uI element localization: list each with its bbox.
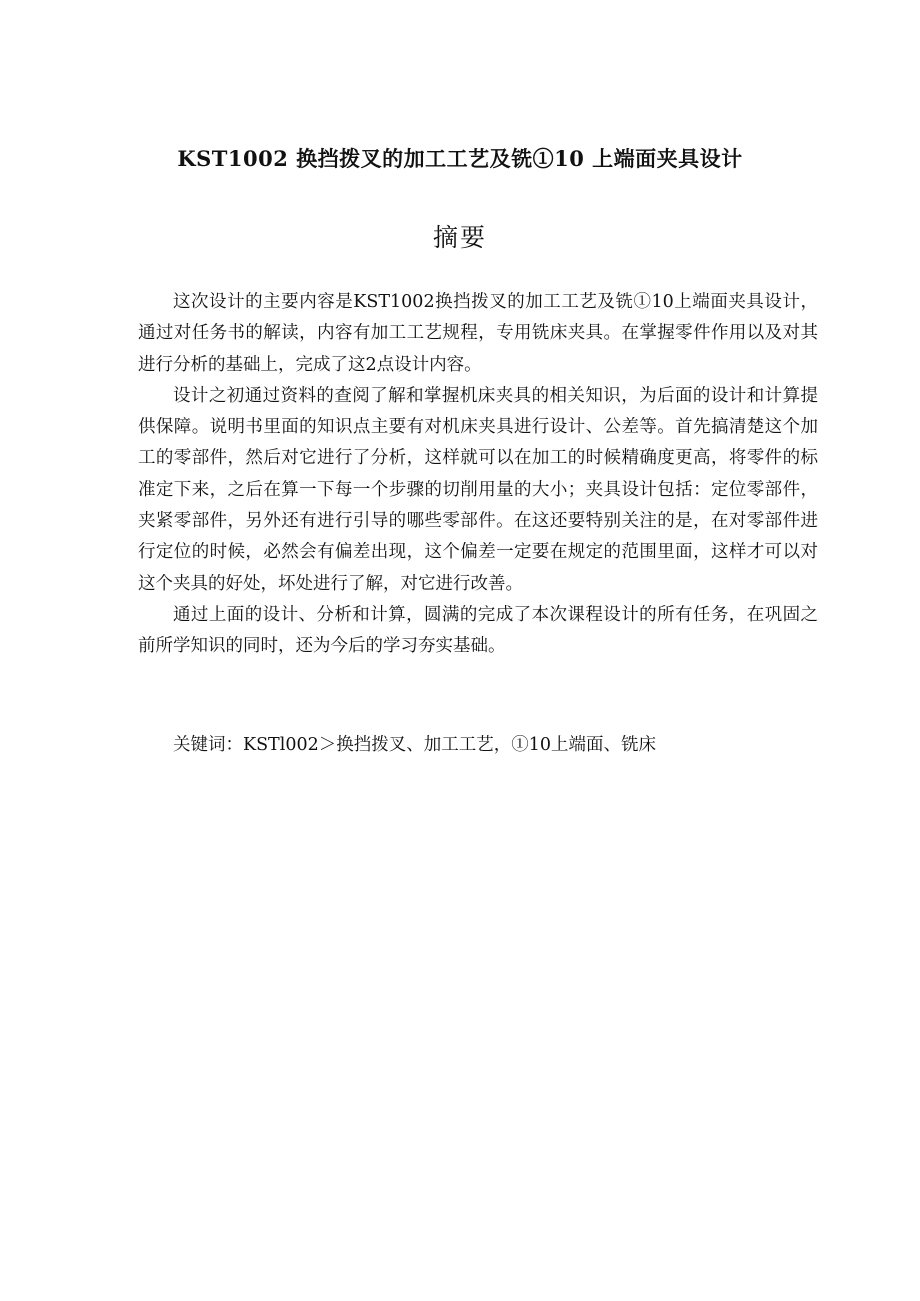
abstract-body xyxy=(138,287,818,663)
abstract-paragraph-1: 这次设计的主要内容是KST1002换挡拨叉的加工工艺及铣①10上端面夹具设计，通过对任务书的解读，内容有加工工艺规程，专用铣床夹具。在掌握零件作用以及对其进行分析的基础上，完成了这2点设计内容。 xyxy=(138,292,818,375)
abstract-paragraph-3: 通过上面的设计、分析和计算，圆满的完成了本次课程设计的所有任务，在巩固之前所学知识的同时，还为今后的学习夯实基础。 xyxy=(138,604,818,657)
document-title: KST1002 换挡拨叉的加工工艺及铣①10 上端面夹具设计 xyxy=(177,146,743,171)
keywords-line: 关键词：KSTl002＞换挡拨叉、加工工艺，①10上端面、铣床 xyxy=(173,735,657,755)
abstract-paragraph-2: 设计之初通过资料的查阅了解和掌握机床夹具的相关知识，为后面的设计和计算提供保障。说明书里面的知识点主要有对机床夹具进行设计、公差等。首先搞清楚这个加工的零部件，然后对它进行了分析，这样就可以在加工的时候精确度更高，将零件的标准定下来，之后在算一下每一个步骤的切削用量的大小；夹具设计包括：定位零部件，夹紧零部件，另外还有进行引导的哪些零部件。在这还要特别关注的是，在对零部件进行定位的时候，必然会有偏差出现，这个偏差一定要在规定的范围里面，这样才可以对这个夹具的好处，坏处进行了解，对它进行改善。 xyxy=(138,385,818,594)
abstract-heading: 摘要 xyxy=(432,223,487,252)
